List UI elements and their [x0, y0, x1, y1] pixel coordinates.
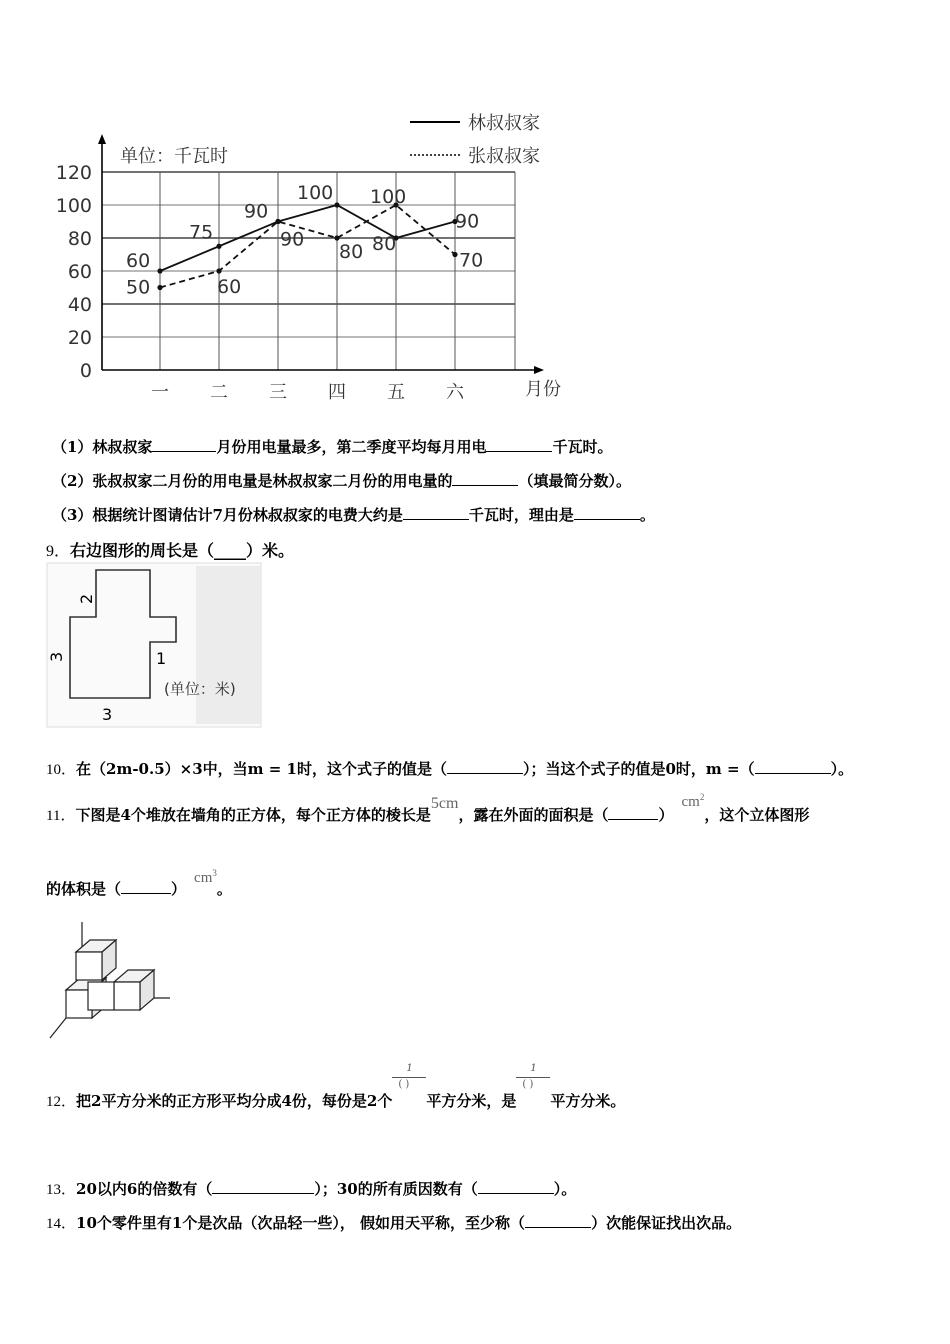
- y-tick-label-0: 0: [79, 360, 92, 382]
- q11-blank-volume[interactable]: [121, 879, 171, 894]
- q12-fraction-2[interactable]: 1 ( ): [516, 1091, 550, 1111]
- q12-question: 12．把2平方分米的正方形平均分成4份，每份是2个 1 ( ) 平方分米，是 1 ( ) 平方分米。: [46, 1063, 626, 1110]
- electricity-line-chart: [40, 100, 580, 410]
- q13-question: 13．20以内6的倍数有（ ）；30的所有质因数有（ ）。: [46, 1180, 577, 1198]
- series-1-point-0: [157, 285, 162, 290]
- series-1-data-label-5: 70: [459, 249, 484, 272]
- series-1-data-label-1: 60: [217, 276, 242, 298]
- q8-p2-blank[interactable]: [452, 471, 518, 486]
- q13-blank2[interactable]: [478, 1179, 554, 1194]
- q10-question: 10．在（2m-0.5）×3中，当m = 1时，这个式子的值是（ ）；当这个式子的值是0时，m =（ ）。: [46, 760, 854, 778]
- series-1-data-label-0: 50: [126, 276, 151, 299]
- y-tick-label-100: 100: [55, 195, 92, 217]
- q8-p3-blank1[interactable]: [403, 505, 469, 520]
- y-tick-label-40: 40: [67, 294, 92, 316]
- q11-question-line2: 的体积是（ ）$cm^3$。: [46, 868, 232, 898]
- chart-unit-label: 单位：千瓦时: [120, 146, 228, 167]
- q9-figure: [46, 562, 262, 728]
- q13-blank1[interactable]: [212, 1179, 314, 1194]
- chart-labels: [126, 182, 483, 299]
- x-tick-label-0: 一: [151, 382, 169, 403]
- y-tick-label-120: 120: [55, 162, 92, 184]
- x-tick-label-5: 六: [446, 382, 464, 403]
- q9-label-right: 1: [156, 649, 167, 668]
- series-0-point-3: [334, 202, 339, 207]
- series-1-point-3: [334, 235, 339, 240]
- series-1-data-label-2: 90: [280, 228, 305, 251]
- y-tick-label-60: 60: [67, 261, 92, 283]
- q8-part3: （3）根据统计图请估计7月份林叔叔家的电费大约是 千瓦时，理由是 。: [52, 506, 655, 524]
- x-tick-label-2: 三: [269, 382, 287, 403]
- series-0-data-label-5: 90: [455, 210, 480, 233]
- y-tick-label-80: 80: [67, 228, 92, 250]
- series-1-point-2: [275, 219, 280, 224]
- q11-question-line1: 11．下图是4个堆放在墙角的正方体，每个正方体的棱长是5cm，露在外面的面积是（ ）$cm^2$，这个立体图形: [46, 792, 810, 824]
- legend-label-zhang: 张叔叔家: [468, 146, 540, 167]
- q9-blank[interactable]: ____: [214, 541, 247, 560]
- q11-cube-figure: [46, 918, 176, 1042]
- series-0-data-label-0: 60: [126, 250, 151, 272]
- q10-blank1[interactable]: [447, 759, 523, 774]
- series-0-data-label-3: 100: [297, 182, 334, 204]
- series-1-point-5: [452, 252, 457, 257]
- q8-part2: （2）张叔叔家二月份的用电量是林叔叔家二月份的用电量的 （填最简分数）。: [52, 472, 631, 490]
- x-axis-arrow: [534, 366, 544, 374]
- q8-p1-blank2[interactable]: [486, 437, 552, 452]
- x-tick-label-3: 四: [328, 382, 346, 403]
- chart-x-axis-label: 月份: [525, 379, 561, 400]
- series-0-point-0: [157, 268, 162, 273]
- legend-label-lin: 林叔叔家: [468, 113, 540, 134]
- series-0-point-1: [216, 244, 221, 249]
- series-line-1: [160, 205, 455, 288]
- series-0-data-label-2: 90: [244, 200, 269, 223]
- q14-blank[interactable]: [525, 1213, 591, 1228]
- q11-unit-volume: cm: [194, 870, 213, 886]
- q8-p1-blank1[interactable]: [152, 437, 216, 452]
- q9-label-bottom: 3: [102, 705, 113, 724]
- q10-blank2[interactable]: [755, 759, 831, 774]
- q11-unit-area: cm: [681, 794, 700, 810]
- q11-edge-length: 5cm: [430, 795, 459, 812]
- x-tick-label-4: 五: [387, 382, 405, 403]
- q9-watermark: [196, 566, 260, 724]
- x-tick-label-1: 二: [210, 382, 228, 403]
- q9-label-left: 3: [47, 651, 66, 662]
- series-0-data-label-4: 80: [372, 233, 397, 255]
- q8-p3-blank2[interactable]: [574, 505, 640, 520]
- q14-question: 14．10个零件里有1个是次品（次品轻一些）， 假如用天平称，至少称（ ）次能保证找出次品。: [46, 1214, 742, 1232]
- q9-label-top: 2: [77, 593, 96, 604]
- series-0-data-label-1: 75: [189, 221, 214, 244]
- series-1-data-label-4: 100: [370, 186, 407, 208]
- y-axis-arrow: [98, 134, 106, 144]
- chart-series: [157, 202, 457, 290]
- q9-unit-label: (单位：米): [164, 680, 236, 698]
- series-1-data-label-3: 80: [339, 241, 364, 263]
- q12-fraction-1[interactable]: 1 ( ): [392, 1091, 426, 1111]
- q8-part1: （1）林叔叔家 月份用电量最多，第二季度平均每月用电 千瓦时。: [52, 438, 613, 456]
- q11-blank-area[interactable]: [608, 805, 658, 820]
- series-1-point-1: [216, 268, 221, 273]
- q9-question: 9．右边图形的周长是（____）米。: [46, 541, 295, 560]
- y-tick-label-20: 20: [67, 327, 92, 349]
